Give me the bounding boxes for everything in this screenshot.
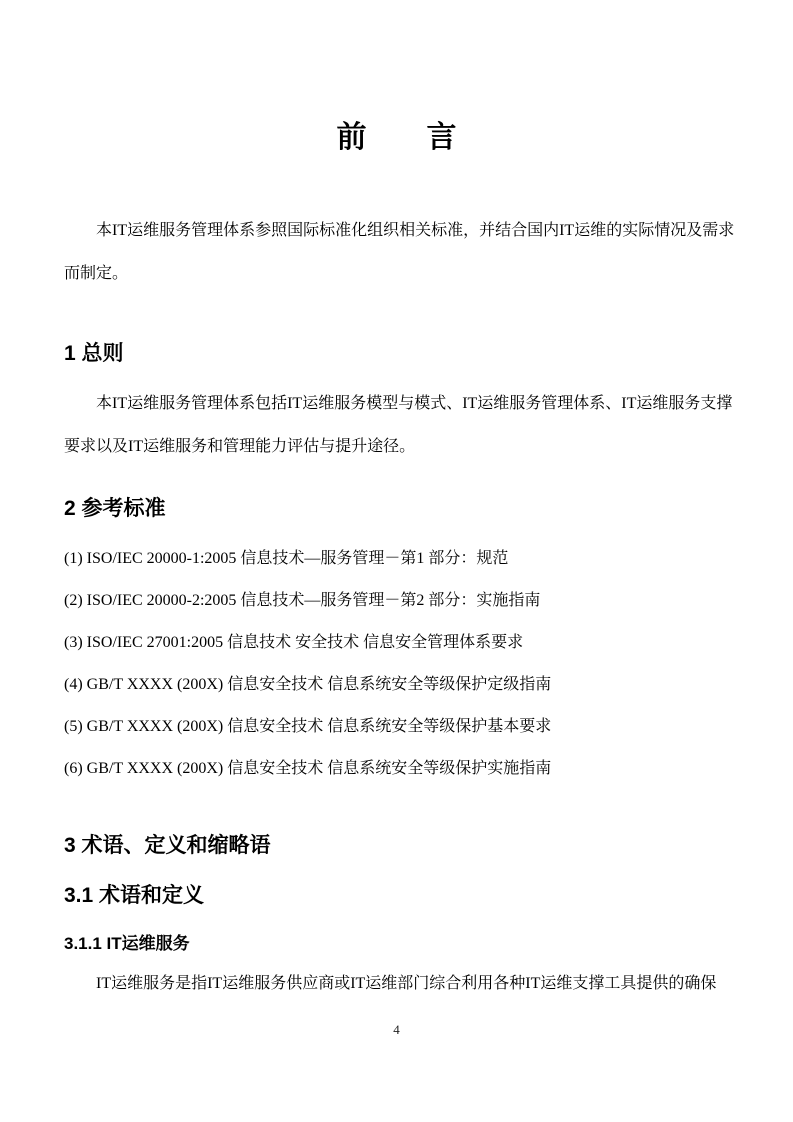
general-paragraph bbox=[64, 382, 733, 468]
paragraph-line: 本IT运维服务管理体系参照国际标准化组织相关标准，并结合国内IT运维的实际情况及需求 bbox=[96, 222, 735, 239]
reference-item: (4) GB/T XXXX (200X) 信息安全技术 信息系统安全等级保护定级指南 bbox=[64, 676, 552, 693]
it-ops-service-paragraph bbox=[64, 962, 729, 1005]
reference-item: (1) ISO/IEC 20000-1:2005 信息技术—服务管理－第1 部分：规范 bbox=[64, 550, 509, 567]
paragraph-line: 本IT运维服务管理体系包括IT运维服务模型与模式、IT运维服务管理体系、IT运维服务支撑 bbox=[96, 395, 733, 412]
paragraph-line: IT运维服务是指IT运维服务供应商或IT运维部门综合利用各种IT运维支撑工具提供的确保 bbox=[96, 975, 717, 992]
paragraph-line: 要求以及IT运维服务和管理能力评估与提升途径。 bbox=[64, 438, 416, 455]
section-heading-general: 1 总则 bbox=[64, 342, 124, 365]
reference-item: (2) ISO/IEC 20000-2:2005 信息技术—服务管理－第2 部分：实施指南 bbox=[64, 592, 541, 609]
reference-list bbox=[64, 538, 729, 790]
reference-item: (6) GB/T XXXX (200X) 信息安全技术 信息系统安全等级保护实施指南 bbox=[64, 760, 552, 777]
reference-item: (3) ISO/IEC 27001:2005 信息技术 安全技术 信息安全管理体系要求 bbox=[64, 634, 524, 651]
reference-item: (5) GB/T XXXX (200X) 信息安全技术 信息系统安全等级保护基本要求 bbox=[64, 718, 552, 735]
foreword-paragraph bbox=[64, 209, 735, 295]
subsection-heading-it-ops-service: 3.1.1 IT运维服务 bbox=[64, 934, 190, 953]
page-title: 前 言 bbox=[336, 121, 457, 154]
section-heading-terms: 3 术语、定义和缩略语 bbox=[64, 834, 271, 857]
page-number: 4 bbox=[393, 1022, 400, 1037]
subsection-heading-terms-definitions: 3.1 术语和定义 bbox=[64, 884, 205, 907]
section-heading-references: 2 参考标准 bbox=[64, 497, 166, 520]
paragraph-line: 而制定。 bbox=[64, 265, 129, 282]
